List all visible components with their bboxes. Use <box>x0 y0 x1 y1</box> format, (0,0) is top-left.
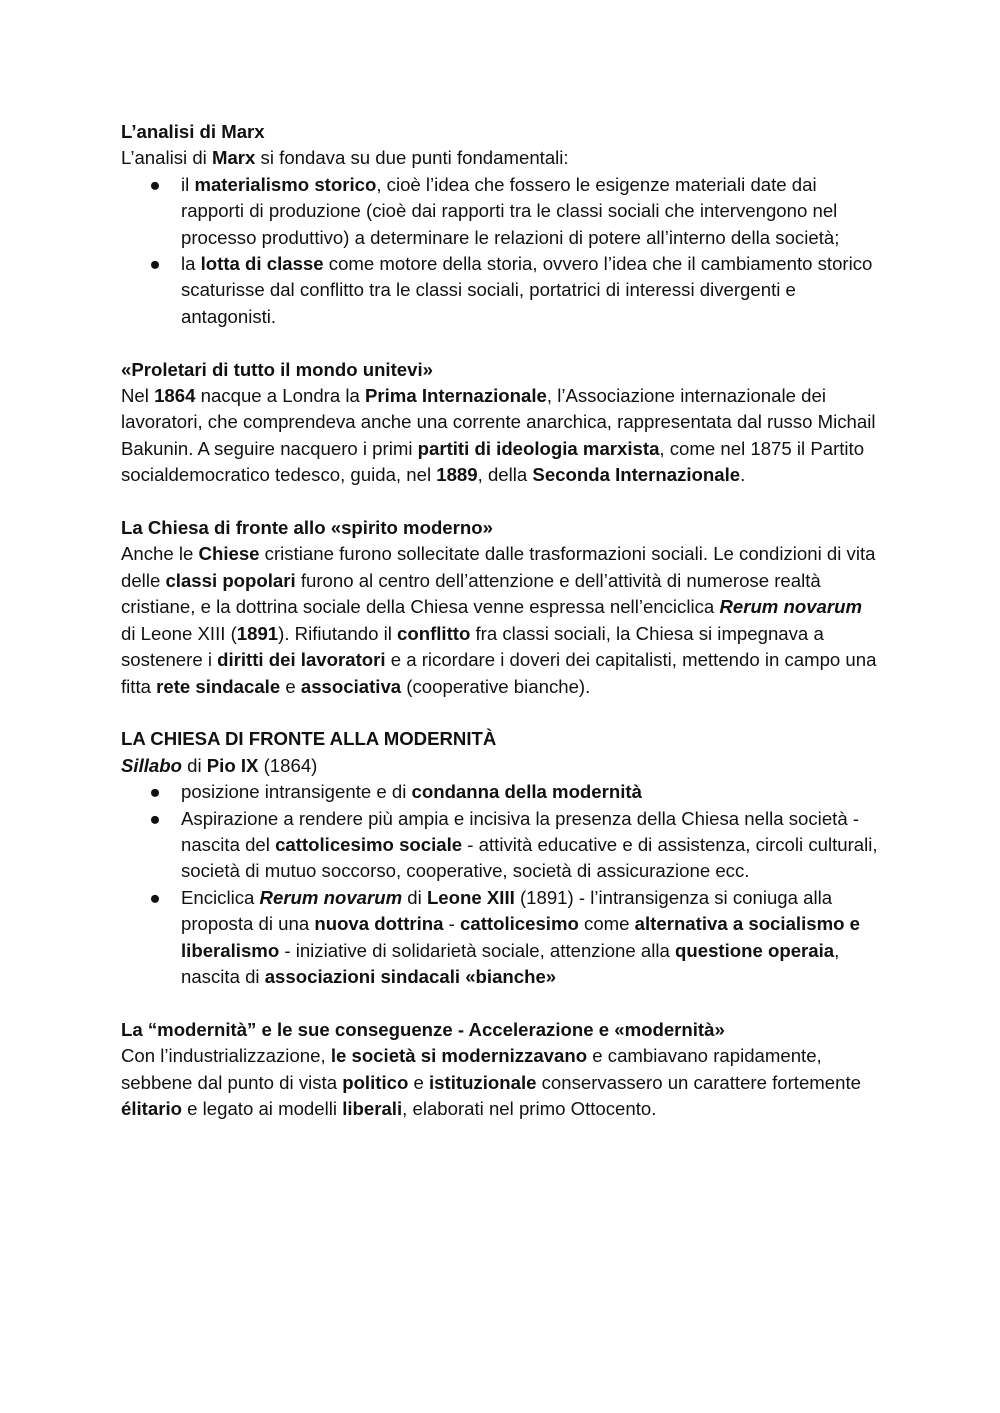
text: , cioè l’idea che fossero le esigenze materiali date dai rapporti di produzione (cioè dai rapporti tra le classi sociali che intervengono nel processo produttivo) a determinare le relazioni di potere all’interno della società; <box>181 173 840 248</box>
bold-text: questione operaia <box>675 939 835 961</box>
text: Enciclica <box>181 886 260 908</box>
section-chiesa-modernita <box>121 726 881 990</box>
text: Con l’industrializzazione, <box>121 1045 331 1067</box>
text: come motore della storia, ovvero l’idea che il cambiamento storico scaturisse dal conflitto tra le classi sociali, portatrici di interessi divergenti e antagonisti. <box>181 253 873 327</box>
bold-italic-text: Sillabo <box>121 754 182 776</box>
bold-text: condanna della modernità <box>411 781 642 803</box>
bold-text: materialismo storico <box>194 173 377 195</box>
section-title: LA CHIESA DI FRONTE ALLA MODERNITÀ <box>121 728 497 750</box>
text: conservassero un carattere fortemente <box>536 1071 861 1093</box>
bullet-icon: ● <box>149 807 161 829</box>
section-title: La “modernità” e le sue conseguenze - Accelerazione e «modernità» <box>121 1018 725 1040</box>
text: furono al centro dell’attenzione e dell’attività di numerose realtà cristiane, e la dottrina sociale della Chiesa venne espressa nell’enciclica <box>121 569 821 618</box>
list-item <box>121 251 881 330</box>
bold-text: Prima Internazionale <box>365 385 547 407</box>
bold-text: nuova dottrina <box>314 913 444 935</box>
text: L’analisi di <box>121 147 212 169</box>
bold-text: 1891 <box>236 622 279 644</box>
paragraph <box>121 145 881 171</box>
bold-text: Marx <box>211 147 256 169</box>
text: ). Rifiutando il <box>278 622 398 644</box>
text: e <box>280 675 301 697</box>
text: , nascita di <box>181 939 840 987</box>
bold-text: Pio IX <box>206 754 259 776</box>
document-body <box>121 119 881 1149</box>
text: - iniziative di solidarietà sociale, attenzione alla <box>279 939 676 961</box>
bold-text: conflitto <box>397 622 471 644</box>
bold-text: cattolicesimo sociale <box>275 833 463 855</box>
text: , come nel 1875 il Partito socialdemocratico tedesco, guida, nel <box>121 437 865 486</box>
text: Aspirazione a rendere più ampia e incisiva la presenza della Chiesa nella società - nascita del <box>181 807 860 855</box>
text: - attività educative e di assistenza, circoli culturali, società di mutuo soccorso, cooperative, società di assicurazione ecc. <box>181 833 878 882</box>
paragraph <box>121 541 881 699</box>
bullet-icon: ● <box>149 253 161 275</box>
paragraph <box>121 1043 881 1122</box>
bold-text: associazioni sindacali «bianche» <box>264 965 557 987</box>
text: si fondava su due punti fondamentali: <box>255 147 569 169</box>
text: posizione intransigente e di <box>181 781 412 803</box>
text: . <box>740 464 746 486</box>
bullet-list <box>121 779 881 990</box>
text: e a ricordare i doveri dei capitalisti, mettendo in campo una fitta <box>121 649 877 697</box>
text: la <box>181 253 201 275</box>
text: e legato ai modelli <box>181 1097 343 1119</box>
bold-italic-text: Rerum novarum <box>259 886 403 908</box>
section-title: «Proletari di tutto il mondo unitevi» <box>121 358 433 380</box>
bold-text: 1889 <box>436 464 478 486</box>
bold-text: partiti di ideologia marxista <box>417 437 660 459</box>
text: di <box>181 754 207 776</box>
bold-text: le società si modernizzavano <box>330 1045 588 1067</box>
section-chiesa-spirito-moderno <box>121 515 881 700</box>
bold-text: diritti dei lavoratori <box>217 649 386 671</box>
text: , l’Associazione internazionale dei lavoratori, che comprendeva anche una corrente anarchica, rappresentata dal russo Michail Bakunin. A seguire nacquero i primi <box>121 385 876 459</box>
bold-text: Seconda Internazionale <box>532 464 741 486</box>
list-item <box>121 806 881 885</box>
text: e cambiavano rapidamente, sebbene dal punto di vista <box>121 1045 822 1093</box>
text: - <box>443 913 461 935</box>
list-item <box>121 172 881 251</box>
text: Nel <box>121 385 155 407</box>
text: nacque a Londra la <box>195 385 365 407</box>
bullet-icon: ● <box>149 886 161 908</box>
bold-text: liberali <box>342 1097 403 1119</box>
bold-text: politico <box>342 1071 409 1093</box>
bold-text: classi popolari <box>165 569 296 591</box>
bold-text: lotta di classe <box>200 253 324 275</box>
bold-text: Chiese <box>198 543 260 565</box>
bullet-icon: ● <box>149 781 161 803</box>
text: come <box>578 913 635 935</box>
text: (1891) - l’intransigenza si coniuga alla proposta di una <box>181 886 833 935</box>
list-item <box>121 779 881 805</box>
section-marx <box>121 119 881 330</box>
section-proletari <box>121 357 881 489</box>
bold-text: 1864 <box>154 385 196 407</box>
section-modernita-conseguenze <box>121 1017 881 1123</box>
bold-text: alternativa a socialismo e liberalismo <box>181 913 860 961</box>
text: Anche le <box>121 543 199 565</box>
text: (1864) <box>258 754 318 776</box>
bold-text: rete sindacale <box>156 675 281 697</box>
bold-text: associativa <box>300 675 402 697</box>
bold-text: Leone XIII <box>426 886 515 908</box>
paragraph <box>121 383 881 489</box>
section-title: L’analisi di Marx <box>121 121 265 142</box>
text: cristiane furono sollecitate dalle trasformazioni sociali. Le condizioni di vita delle <box>121 543 876 591</box>
subtitle <box>121 753 881 779</box>
text: e <box>408 1071 430 1093</box>
bold-italic-text: Rerum novarum <box>719 596 863 618</box>
text: il <box>181 173 195 195</box>
bold-text: istituzionale <box>429 1071 537 1093</box>
bullet-icon: ● <box>149 173 161 195</box>
bold-text: cattolicesimo <box>460 913 579 935</box>
text: , della <box>477 464 533 486</box>
list-item <box>121 885 881 991</box>
text: , elaborati nel primo Ottocento. <box>402 1097 657 1119</box>
bullet-list <box>121 172 881 330</box>
section-title: La Chiesa di fronte allo «spirito moderno» <box>121 517 493 539</box>
text: (cooperative bianche). <box>401 675 591 697</box>
text: di Leone XIII ( <box>121 622 237 644</box>
bold-text: élitario <box>121 1097 182 1119</box>
text: fra classi sociali, la Chiesa si impegnava a sostenere i <box>121 622 824 671</box>
text: di <box>402 886 427 908</box>
